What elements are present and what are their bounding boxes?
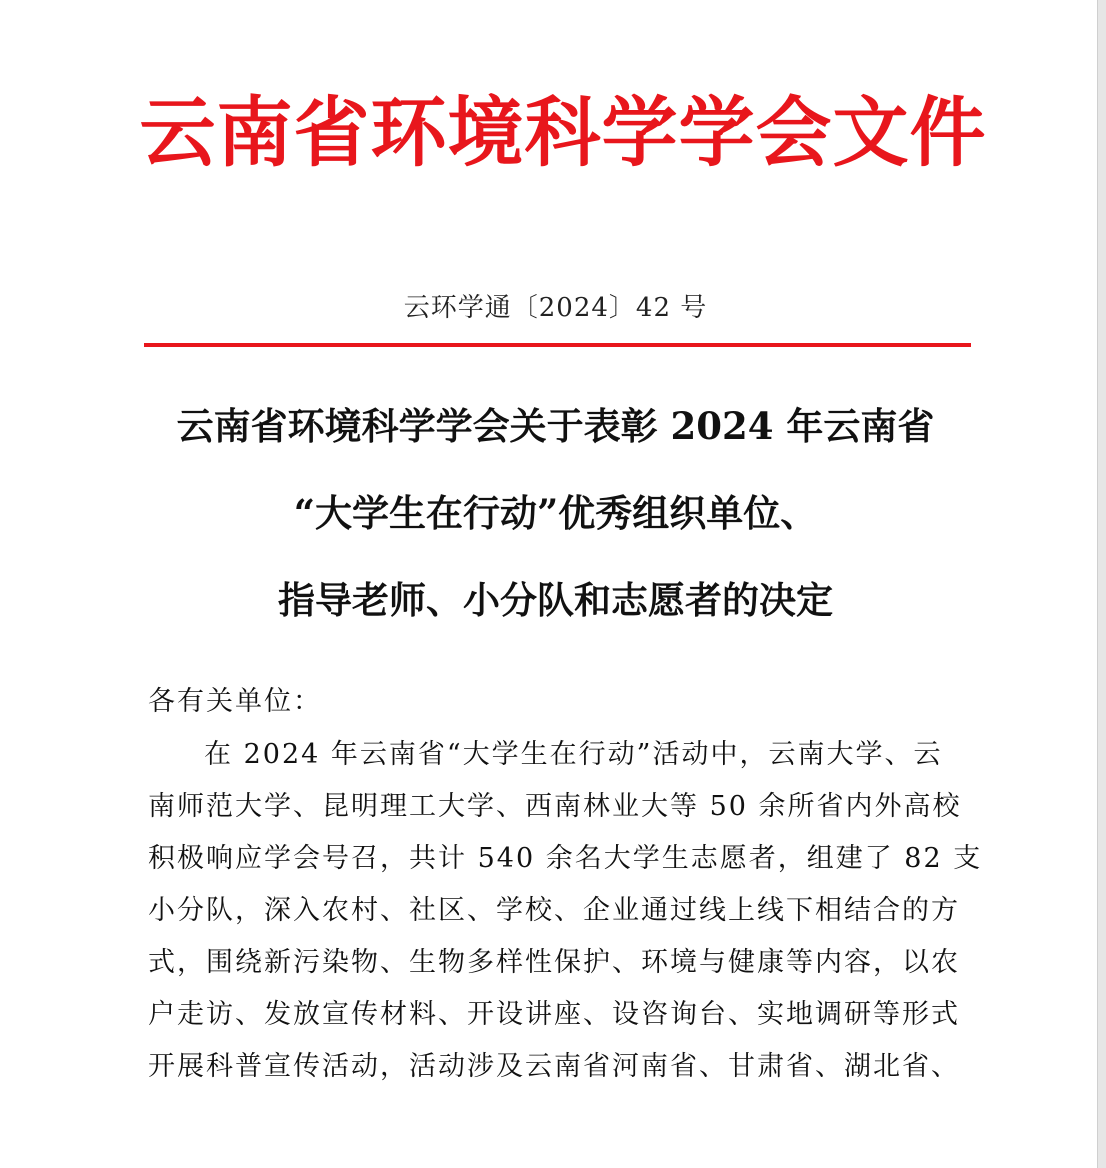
title-line: 指导老师、小分队和志愿者的决定 xyxy=(278,578,833,622)
masthead-title: 云南省环境科学学会文件 xyxy=(139,88,987,177)
paragraph-line: 户走访、发放宣传材料、开设讲座、设咨询台、实地调研等形式 xyxy=(148,999,960,1030)
document-number: 云环学通〔2024〕42 号 xyxy=(403,293,708,323)
paragraph-line: 开展科普宣传活动，活动涉及云南省河南省、甘肃省、湖北省、 xyxy=(148,1051,960,1082)
body-paragraph xyxy=(148,733,983,1097)
document-title xyxy=(0,396,1106,657)
salutation: 各有关单位： xyxy=(148,686,322,717)
title-line: 云南省环境科学学会关于表彰 2024 年云南省 xyxy=(176,404,935,448)
paragraph-line: 小分队，深入农村、社区、学校、企业通过线上线下相结合的方 xyxy=(148,895,960,926)
paragraph-line: 式，围绕新污染物、生物多样性保护、环境与健康等内容，以农 xyxy=(148,947,960,978)
window-scrollbar[interactable] xyxy=(1097,0,1106,1168)
red-divider-line xyxy=(144,343,971,347)
paragraph-line: 南师范大学、昆明理工大学、西南林业大等 50 余所省内外高校 xyxy=(148,791,962,822)
title-line: “大学生在行动”优秀组织单位、 xyxy=(293,491,818,535)
paragraph-line: 积极响应学会号召，共计 540 余名大学生志愿者，组建了 82 支 xyxy=(148,843,983,874)
paragraph-line: 在 2024 年云南省“大学生在行动”活动中，云南大学、云 xyxy=(204,739,943,770)
